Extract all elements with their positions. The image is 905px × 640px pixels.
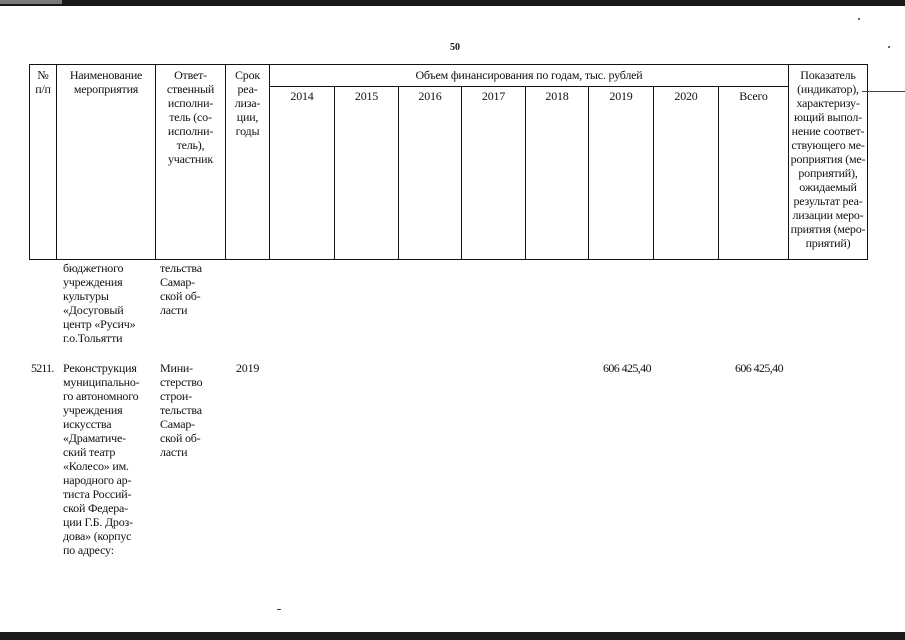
header-funding-group: Объем финансирования по годам, тыс. рублей [415, 68, 643, 82]
scan-speck [888, 46, 890, 48]
header-num: № п/п [35, 68, 51, 96]
header-year-2015: 2015 [354, 89, 379, 103]
row-2-name: Реконструкция муниципально- го автономного учреждения искусства «Драматиче- ский театр «Колесо» им. народного ар- тиста Россий- ской Федера- ции Г.Б. Дроз- дова» (корпус по адресу: [63, 361, 140, 557]
scan-edge-top-corner [0, 0, 62, 4]
header-year-2014: 2014 [290, 89, 314, 103]
scan-speck [277, 609, 281, 610]
scan-artifact-line [862, 91, 905, 92]
header-year-total: Всего [739, 89, 768, 103]
header-year-2019: 2019 [609, 89, 633, 103]
page-number: 50 [450, 42, 460, 53]
scan-edge-bottom [0, 632, 905, 640]
header-name: Наименование мероприятия [69, 68, 143, 96]
header-term: Срок реа- лиза- ции, годы [234, 68, 261, 138]
row-1-responsible: тельства Самар- ской об- ласти [160, 261, 202, 317]
header-year-2018: 2018 [545, 89, 569, 103]
header-year-2020: 2020 [674, 89, 698, 103]
header-year-2017: 2017 [481, 89, 506, 103]
scan-speck [858, 18, 860, 20]
row-2-total: 606 425,40 [734, 361, 783, 375]
header-responsible: Ответ- ственный исполни- тель (со- исполни- тель), участник [166, 68, 215, 166]
row-1-name: бюджетного учреждения культуры «Досуговый центр «Русич» г.о.Тольятти [63, 261, 136, 345]
header-year-2016: 2016 [418, 89, 442, 103]
scan-edge-top [0, 0, 905, 6]
row-2-value-2019: 606 425,40 [602, 361, 651, 375]
row-2-num: 5211. [31, 361, 54, 375]
header-indicator: Показатель (индикатор), характеризу- ющий выпол- нение соответ- ствующего ме- роприятия (ме- роприятий), ожидаемый результат реа- лизации меро- приятия (меро- приятий) [790, 68, 866, 250]
row-2-responsible: Мини- стерство строи- тельства Самар- ской об- ласти [160, 361, 203, 459]
row-2-term: 2019 [236, 361, 260, 375]
